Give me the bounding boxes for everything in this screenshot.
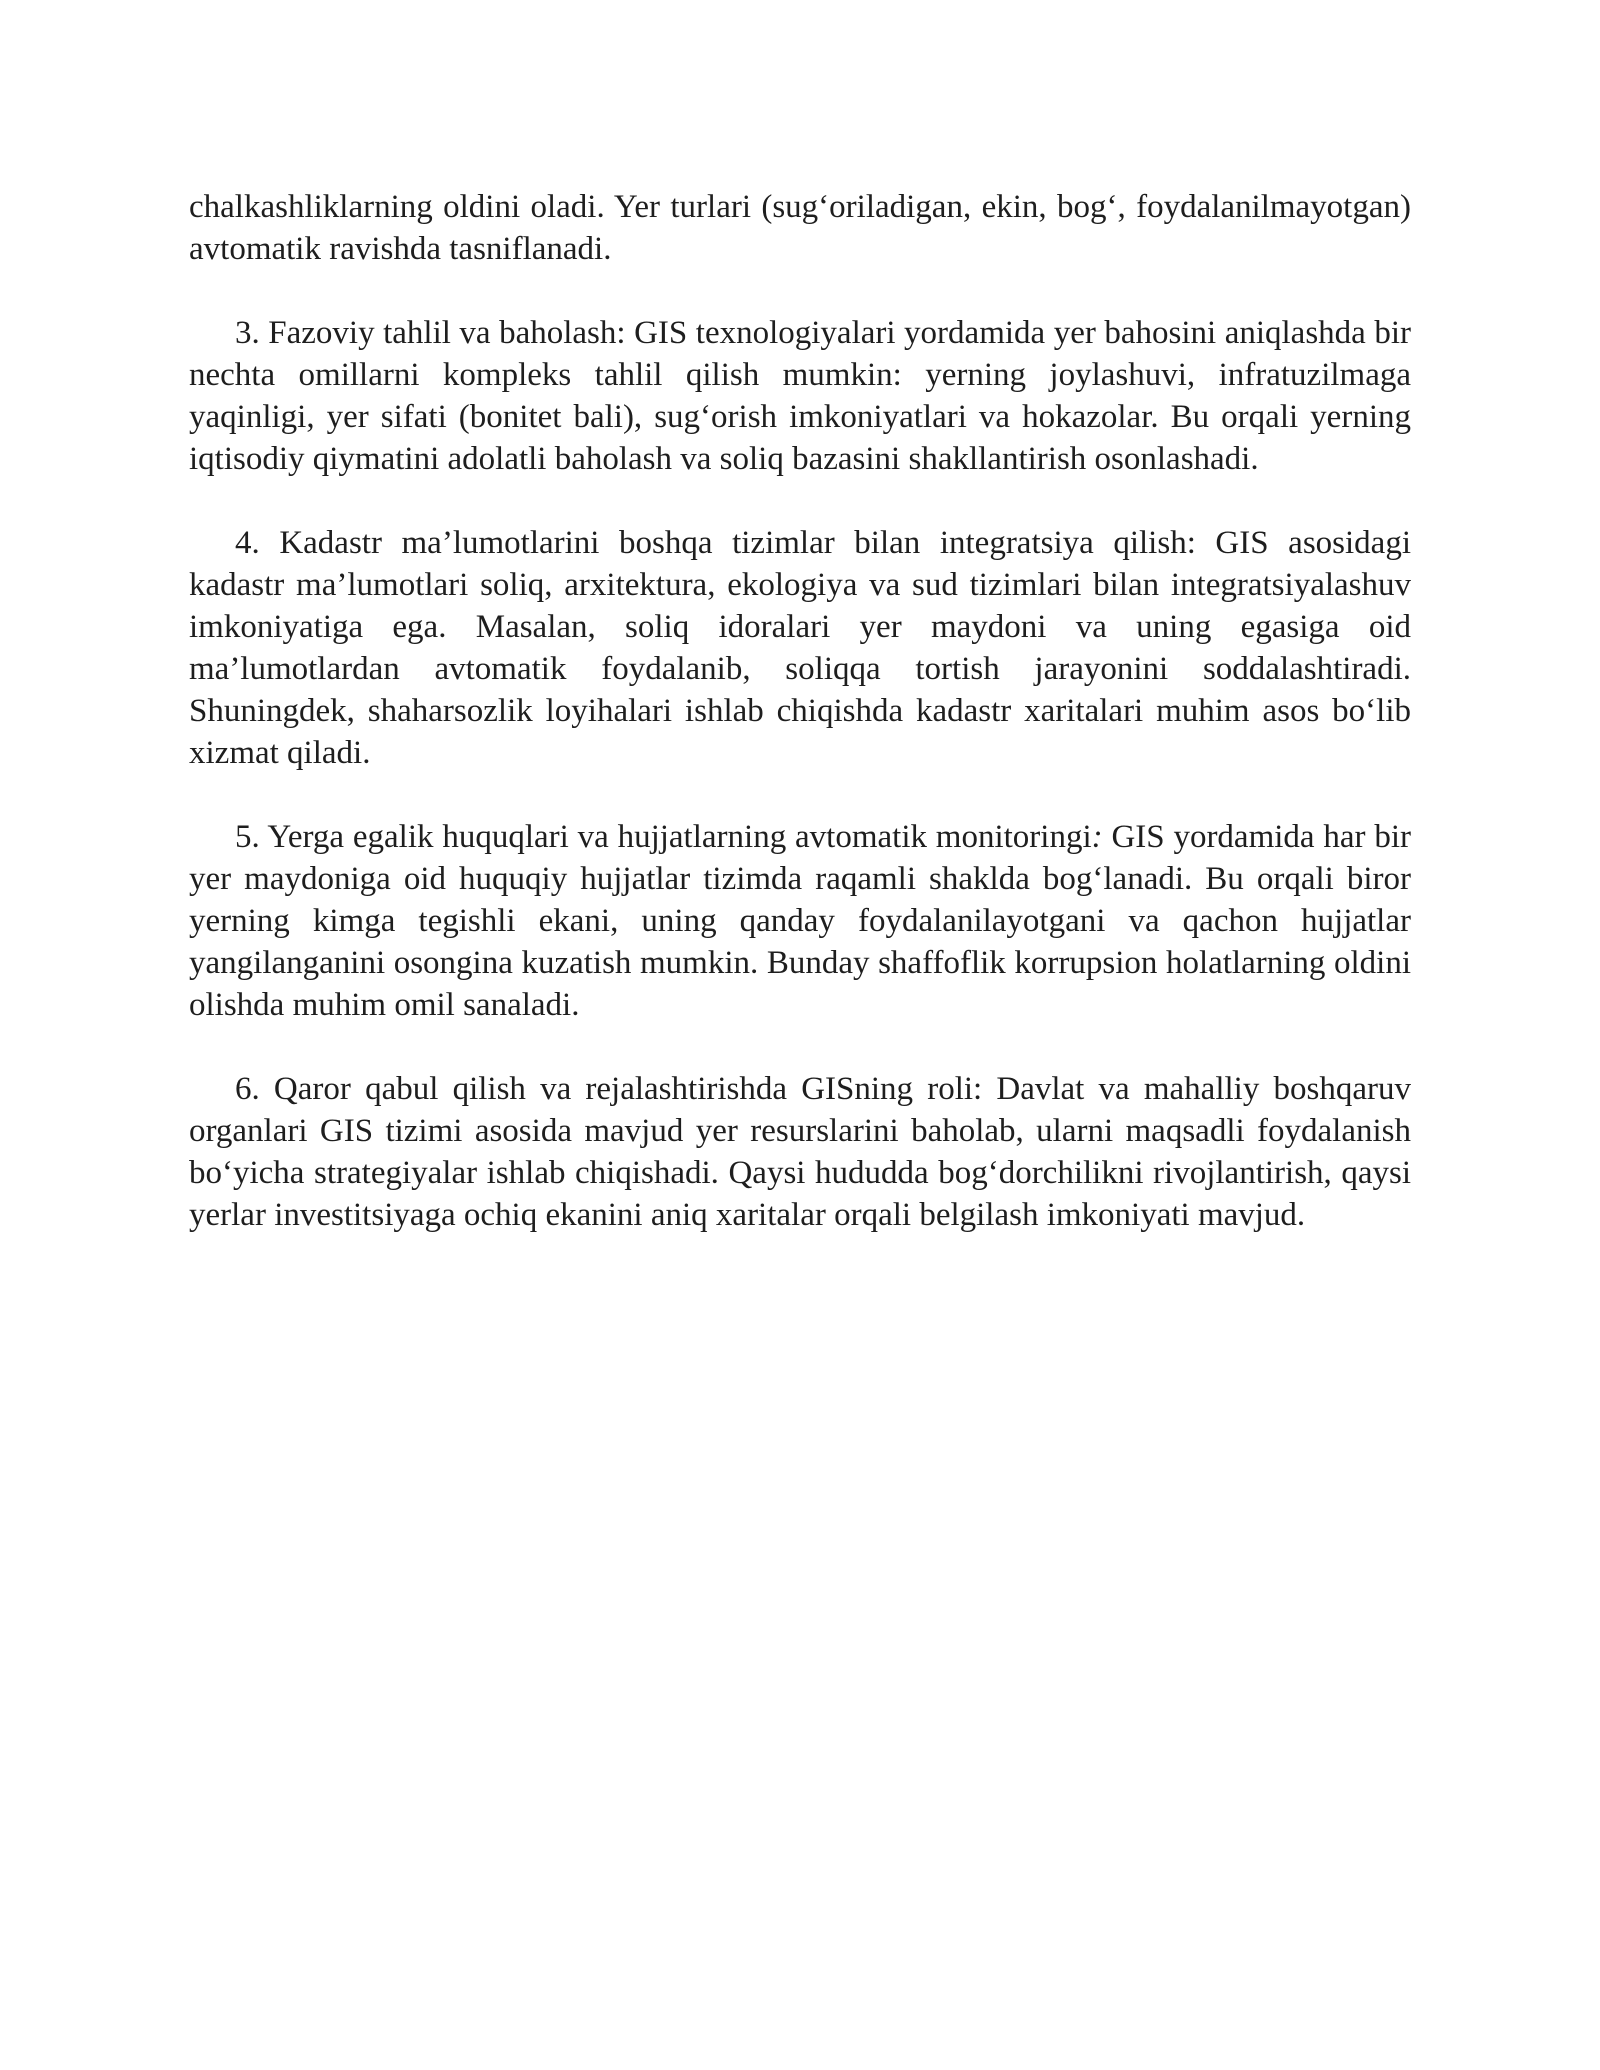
paragraph-lead: 5. Yerga egalik huquqlari va hujjatlarning avtomatik monitoringi bbox=[235, 819, 1092, 855]
document-body bbox=[189, 186, 1411, 1278]
paragraph-continuation: chalkashliklarning oldini oladi. Yer turlari (sug‘oriladigan, ekin, bog‘, foydalanilmayotgan) avtomatik ravishda tasniflanadi. bbox=[189, 189, 1411, 267]
paragraph-spatial-analysis: 3. Fazoviy tahlil va baholash: GIS texnologiyalari yordamida yer bahosini aniqlashda bir nechta omillarni kompleks tahlil qilish mumkin: yerning joylashuvi, infratuzilmaga yaqinligi, yer sifati (bonitet bali), sug‘orish imkoniyatlari va hokazolar. Bu orqali yerning iqtisodiy qiymatini adolatli baholash va soliq bazasini shakllantirish osonlashadi. bbox=[189, 315, 1411, 477]
paragraph-decision-making: 6. Qaror qabul qilish va rejalashtirishda GISning roli: Davlat va mahalliy boshqaruv organlari GIS tizimi asosida mavjud yer resurslarini baholab, ularni maqsadli foydalanish bo‘yicha strategiyalar ishlab chiqishadi. Qaysi hududda bog‘dorchilikni rivojlantirish, qaysi yerlar investitsiyaga ochiq ekanini aniq xaritalar orqali belgilash imkoniyati mavjud. bbox=[189, 1071, 1411, 1233]
paragraph-body: GIS yordamida har bir yer maydoniga oid huquqiy hujjatlar tizimda raqamli shaklda bog‘lanadi. Bu orqali biror yerning kimga tegishli ekani, uning qanday foydalanilayotgani va qachon hujjatlar yangilanganini osongina kuzatish mumkin. Bunday shaffoflik korrupsion holatlarning oldini olishda muhim omil sanaladi. bbox=[189, 819, 1411, 1023]
paragraph-cadastre-integration: 4. Kadastr ma’lumotlarini boshqa tizimlar bilan integratsiya qilish: GIS asosidagi kadastr ma’lumotlari soliq, arxitektura, ekologiya va sud tizimlari bilan integratsiyalashuv imkoniyatiga ega. Masalan, soliq idoralari yer maydoni va uning egasiga oid ma’lumotlardan avtomatik foydalanib, soliqqa tortish jarayonini soddalashtiradi. Shuningdek, shaharsozlik loyihalari ishlab chiqishda kadastr xaritalari muhim asos bo‘lib xizmat qiladi. bbox=[189, 525, 1411, 771]
paragraph-colon: : bbox=[1091, 819, 1103, 855]
paragraph-ownership-monitoring bbox=[189, 816, 1411, 1026]
